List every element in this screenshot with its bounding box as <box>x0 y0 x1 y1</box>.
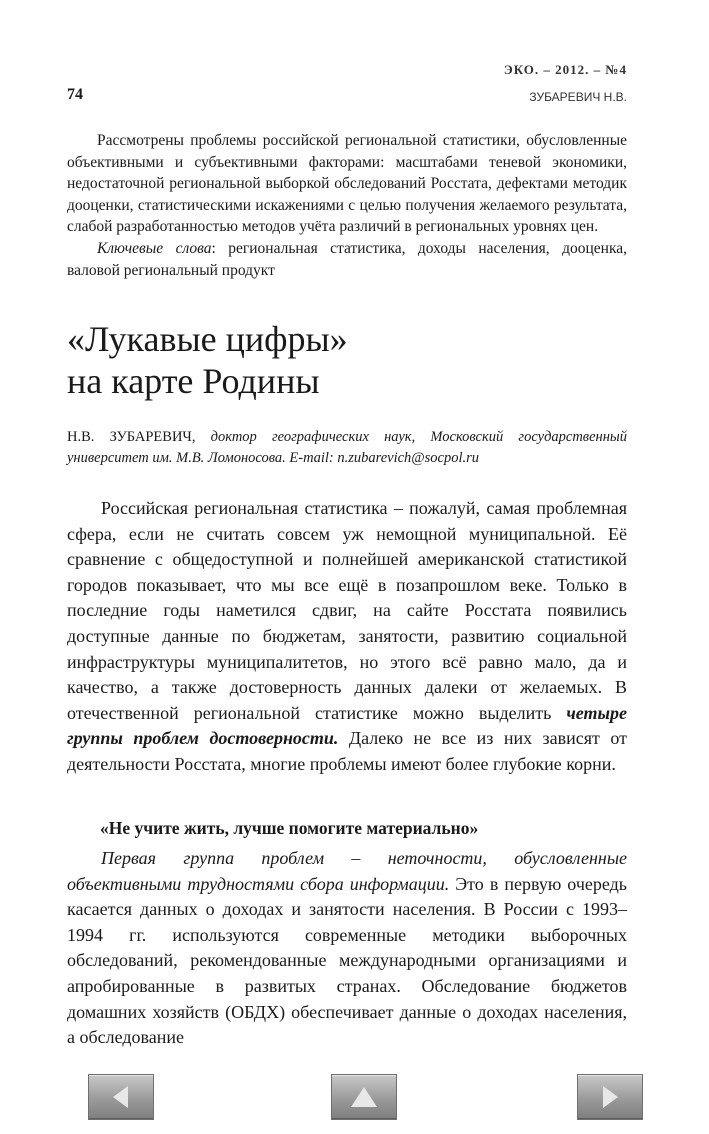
arrow-left-icon <box>108 1083 134 1111</box>
keywords-label: Ключевые слова <box>97 239 212 257</box>
p1-emphasis: четыре группы проблем достоверности. <box>67 702 627 749</box>
body-paragraph-2 <box>67 846 627 1051</box>
arrow-right-icon <box>597 1083 623 1111</box>
up-button[interactable] <box>331 1074 397 1120</box>
next-page-button[interactable] <box>577 1074 643 1120</box>
abstract <box>67 130 627 281</box>
author-bio: доктор географических наук, Московский государственный университет им. М.В. Ломоносова. E-mail: n.zubarevich@socpol.ru <box>67 429 627 466</box>
page-number: 74 <box>67 86 83 103</box>
running-author: ЗУБАРЕВИЧ Н.В. <box>529 90 627 104</box>
p2-italic: Первая группа проблем – неточности, обусловленные объективными трудностями сбора информации. <box>67 848 627 894</box>
title-line-2: на карте Родины <box>67 361 320 401</box>
abstract-text: Рассмотрены проблемы российской региональной статистики, обусловленные объективными и субъективными факторами: масштабами теневой экономики, недостаточной региональной выборкой обследований Росстата, дефектами методик дооценки, статистическими искажениями с целью получения желаемого результата, слабой разработанностью методов учёта различий в региональных уровнях цен. <box>67 132 627 236</box>
journal-issue: ЭКО. – 2012. – №4 <box>503 62 627 77</box>
p2-text: Это в первую очередь касается данных о доходах и занятости населения. В России с 1993–1994 гг. используются современные методики выборочных обследований, рекомендованные международными организациями и апробированные в развитых странах. Обследование бюджетов домашних хозяйств (ОБДХ) обеспечивает данные о доходах населения, а обследование <box>67 873 627 1048</box>
title-line-1: «Лукавые цифры» <box>67 319 348 359</box>
p1-text: Российская региональная статистика – пожалуй, самая проблемная сфера, если не считать совсем уж немощной муниципальной. Её сравнение с общедоступной и полнейшей американской статистикой городов показывает, что мы все ещё в позапрошлом веке. Только в последние годы наметился сдвиг, на сайте Росстата появились доступные данные по бюджетам, занятости, развитию социальной инфраструктуры муниципалитетов, но этого всё равно мало, да и качество, а также достоверность данных далеки от желаемых. В отечественной региональной статистике можно выделить <box>67 498 627 723</box>
arrow-up-icon <box>349 1084 379 1110</box>
article-title <box>67 318 348 402</box>
prev-page-button[interactable] <box>88 1074 154 1120</box>
keywords-list: : региональная статистика, доходы населения, дооценка, валовой региональный продукт <box>67 239 627 279</box>
body-paragraph-1 <box>67 496 627 778</box>
p1-tail: Далеко не все из них зависят от деятельности Росстата, многие проблемы имеют более глубокие корни. <box>67 728 627 774</box>
author-name: Н.В. ЗУБАРЕВИЧ, <box>67 429 196 445</box>
section-heading: «Не учите жить, лучше помогите материально» <box>100 818 479 838</box>
keywords <box>67 238 627 281</box>
author-byline <box>67 427 627 469</box>
